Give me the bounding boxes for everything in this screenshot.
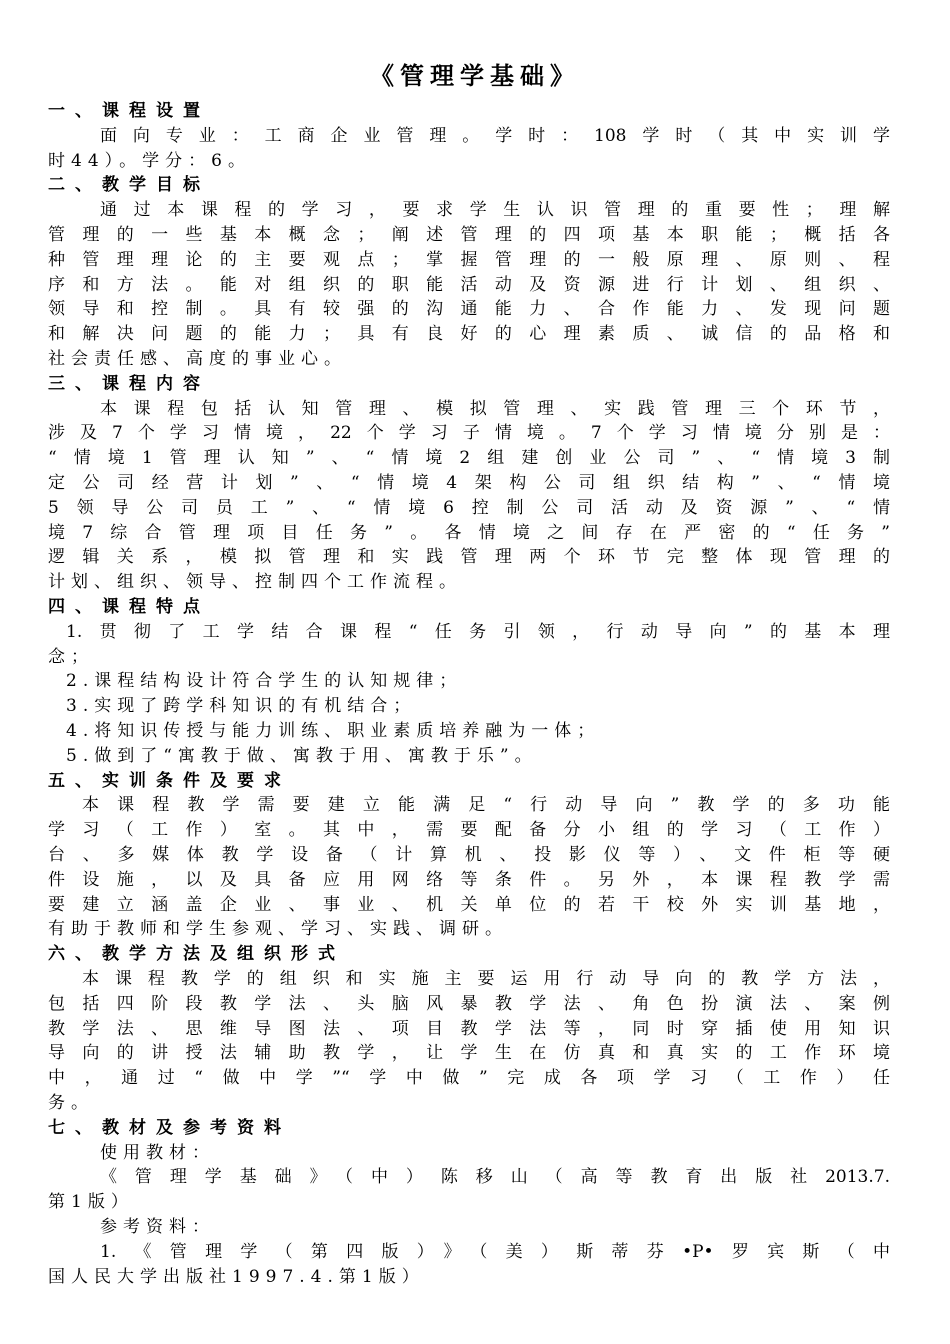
body-text-line: 计划、组织、领导、控制四个工作流程。 <box>48 572 462 593</box>
body-text-line: 本课程包括认知管理、模拟管理、实践管理三个环节， <box>100 398 890 419</box>
body-text-line: 件设施，以及具备应用网络等条件。另外，本课程教学需 <box>48 869 890 890</box>
body-text-line: 面向专业：工商企业管理。学时：108学时（其中实训学 <box>100 125 890 146</box>
body-text-line: 涉及7个学习情境，22个学习子情境。7个学习情境分别是： <box>48 423 890 444</box>
body-text-line: 序和方法。能对组织的职能活动及资源进行计划、组织、 <box>48 274 890 295</box>
body-text-line: 管理的一些基本概念；阐述管理的四项基本职能；概括各 <box>48 225 890 245</box>
section-heading: 六、教学方法及组织形式 <box>48 944 345 965</box>
body-text-line: 3.实现了跨学科知识的有机结合； <box>66 696 417 717</box>
body-text-line: 本课程教学的组织和实施主要运用行动导向的教学方法， <box>82 969 890 989</box>
body-text-line: 社会责任感、高度的事业心。 <box>48 349 347 369</box>
body-text-line: 5领导公司员工”、“情境6控制公司活动及资源”、“情 <box>48 497 890 518</box>
body-text-line: 4.将知识传授与能力训练、职业素质培养融为一体； <box>66 721 601 741</box>
body-text-line: 时44）。学分：6。 <box>48 150 251 171</box>
body-text-line: 逻辑关系，模拟管理和实践管理两个环节完整体现管理的 <box>48 547 890 568</box>
section-heading: 五、实训条件及要求 <box>48 770 291 791</box>
body-text-line: 务。 <box>48 1093 94 1113</box>
section-heading: 一、课程设置 <box>48 101 210 121</box>
body-text-line: 《管理学基础》（中）陈移山（高等教育出版社2013.7. <box>100 1167 890 1188</box>
body-text-line: 念； <box>48 646 94 667</box>
body-text-line: 台、多媒体教学设备（计算机、投影仪等）、文件柜等硬 <box>48 845 890 865</box>
body-text-line: 导向的讲授法辅助教学，让学生在仿真和真实的工作环境 <box>48 1043 890 1064</box>
document-title: 《管理学基础》 <box>370 61 580 90</box>
body-text-line: 通过本课程的学习，要求学生认识管理的重要性；理解 <box>100 200 890 221</box>
body-text-line: 种管理理论的主要观点；掌握管理的一般原理、原则、程 <box>48 249 890 270</box>
body-text-line: 1.贯彻了工学结合课程“任务引领，行动导向”的基本理 <box>66 621 890 642</box>
section-heading: 四、课程特点 <box>48 597 210 617</box>
body-text-line: 领导和控制。具有较强的沟通能力、合作能力、发现问题 <box>48 299 890 320</box>
body-text-line: 包括四阶段教学法、头脑风暴教学法、角色扮演法、案例 <box>48 993 890 1014</box>
body-text-line: 1.《管理学（第四版）》（美）斯蒂芬•P•罗宾斯（中 <box>100 1241 890 1262</box>
body-text-line: 第1版） <box>48 1192 134 1213</box>
body-text-line: 定公司经营计划”、“情境4架构公司组织结构”、“情境 <box>48 473 890 493</box>
body-text-line: 要建立涵盖企业、事业、机关单位的若干校外实训基地， <box>48 894 890 915</box>
body-text-line: 学习（工作）室。其中，需要配备分小组的学习（工作） <box>48 820 890 841</box>
body-text-line: 使用教材： <box>100 1142 215 1163</box>
body-text-line: 本课程教学需要建立能满足“行动导向”教学的多功能 <box>82 795 890 816</box>
body-text-line: 国人民大学出版社1997.4.第1版） <box>48 1266 425 1287</box>
body-text-line: 和解决问题的能力；具有良好的心理素质、诚信的品格和 <box>48 324 890 345</box>
body-text-line: 有助于教师和学生参观、学习、实践、调研。 <box>48 919 508 940</box>
body-text-line: 参考资料： <box>100 1217 215 1237</box>
body-text-line: 境7综合管理项目任务”。各情境之间存在严密的“任务” <box>48 522 890 543</box>
body-text-line: 5.做到了“寓教于做、寓教于用、寓教于乐”。 <box>66 745 538 766</box>
body-text-line: 教学法、思维导图法、项目教学法等，同时穿插使用知识 <box>48 1018 890 1039</box>
body-text-line: 2.课程结构设计符合学生的认知规律； <box>66 671 463 692</box>
body-text-line: 中，通过“做中学”“学中做”完成各项学习（工作）任 <box>48 1068 890 1089</box>
section-heading: 七、教材及参考资料 <box>48 1117 291 1138</box>
body-text-line: “情境1管理认知”、“情境2组建创业公司”、“情境3制 <box>48 448 890 469</box>
section-heading: 三、课程内容 <box>48 373 210 394</box>
section-heading: 二、教学目标 <box>48 175 210 196</box>
